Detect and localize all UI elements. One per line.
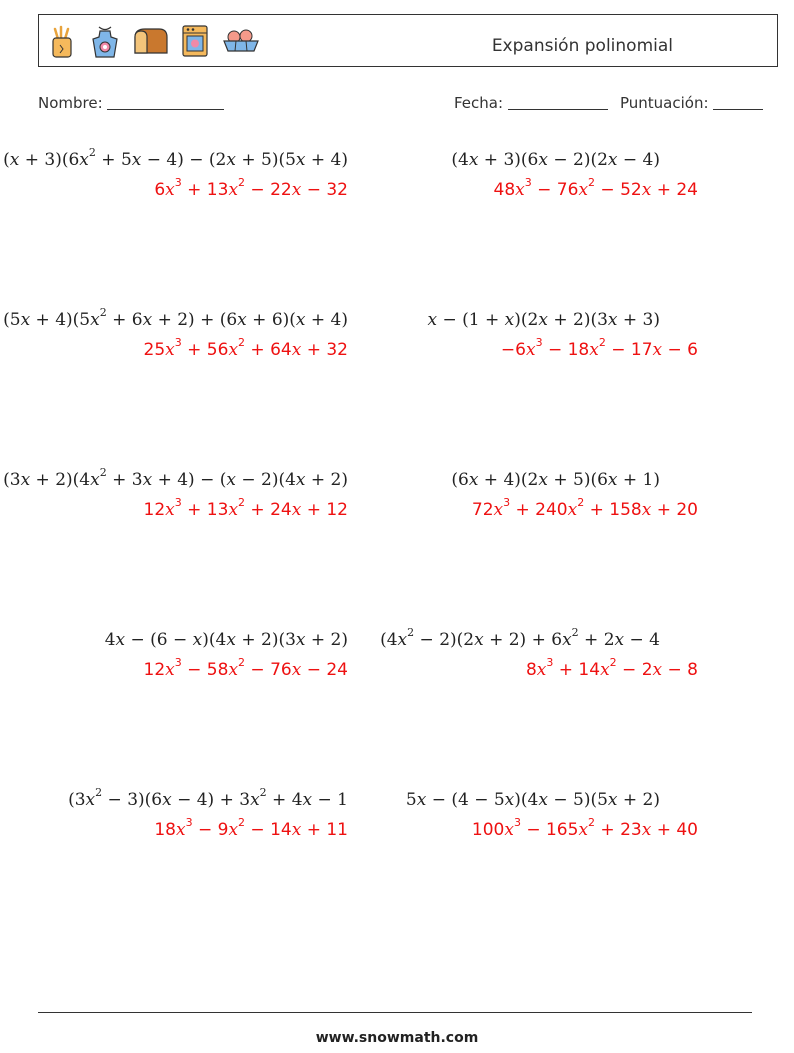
footer-url: www.snowmath.com bbox=[315, 1030, 479, 1046]
name-label: Nombre: bbox=[38, 94, 103, 112]
problem-expression: $(4x^2 - 2)(2x + 2) + 6x^2 + 2x - 4$ bbox=[380, 626, 660, 650]
problem-answer: $-6x^3 - 18x^2 - 17x - 6$ bbox=[500, 336, 698, 360]
problem-item bbox=[0, 466, 794, 540]
kitchen-utensils-icon bbox=[47, 23, 79, 59]
problem-expression: $(x + 3)(6x^2 + 5x - 4) - (2x + 5)(5x + 4)$ bbox=[3, 146, 348, 170]
problem-expression: (4x + 3)(6x − 2)(2x − 4) bbox=[451, 150, 660, 170]
name-blank[interactable] bbox=[107, 95, 224, 110]
problem-expression: $(3x + 2)(4x^2 + 3x + 4) - (x - 2)(4x + 2)$ bbox=[3, 466, 348, 490]
problem-expression: 5x − (4 − 5x)(4x − 5)(5x + 2) bbox=[405, 790, 660, 810]
egg-carton-icon bbox=[221, 23, 261, 59]
score-blank[interactable] bbox=[713, 95, 763, 110]
problem-expression: (6x + 4)(2x + 5)(6x + 1) bbox=[451, 470, 660, 490]
problem-expression: x − (1 + x)(2x + 2)(3x + 3) bbox=[427, 310, 660, 330]
problem-answer: $12x^3 + 13x^2 + 24x + 12$ bbox=[143, 496, 348, 520]
date-label: Fecha: bbox=[454, 94, 504, 112]
problem-item bbox=[0, 626, 794, 700]
problem-item bbox=[0, 146, 794, 220]
worksheet-title: Expansión polinomial bbox=[491, 36, 673, 56]
footer-divider bbox=[38, 1012, 752, 1013]
problem-answer: $6x^3 + 13x^2 - 22x - 32$ bbox=[154, 176, 348, 200]
worksheet-header bbox=[38, 14, 778, 67]
date-blank[interactable] bbox=[508, 95, 608, 110]
score-label: Puntuación: bbox=[620, 94, 709, 112]
score-field bbox=[620, 94, 763, 112]
problem-answer: $18x^3 - 9x^2 - 14x + 11$ bbox=[154, 816, 348, 840]
apron-icon bbox=[89, 23, 121, 59]
problem-answer: $12x^3 - 58x^2 - 76x - 24$ bbox=[143, 656, 348, 680]
problem-expression: $(3x^2 - 3)(6x - 4) + 3x^2 + 4x - 1$ bbox=[68, 786, 348, 810]
date-field bbox=[454, 94, 608, 112]
problem-answer: $100x^3 - 165x^2 + 23x + 40$ bbox=[471, 816, 698, 840]
problem-expression: 4x − (6 − x)(4x + 2)(3x + 2) bbox=[104, 630, 348, 650]
problem-answer: $8x^3 + 14x^2 - 2x - 8$ bbox=[525, 656, 698, 680]
oven-icon bbox=[179, 23, 211, 59]
name-field bbox=[38, 94, 224, 112]
problem-answer: $25x^3 + 56x^2 + 64x + 32$ bbox=[143, 336, 348, 360]
bread-loaf-icon bbox=[131, 23, 169, 59]
problem-answer: $72x^3 + 240x^2 + 158x + 20$ bbox=[471, 496, 698, 520]
problem-item bbox=[0, 786, 794, 860]
header-icons bbox=[47, 23, 261, 59]
problem-item bbox=[0, 306, 794, 380]
problem-answer: $48x^3 - 76x^2 - 52x + 24$ bbox=[493, 176, 698, 200]
problem-expression: $(5x + 4)(5x^2 + 6x + 2) + (6x + 6)(x + 4)$ bbox=[3, 306, 348, 330]
